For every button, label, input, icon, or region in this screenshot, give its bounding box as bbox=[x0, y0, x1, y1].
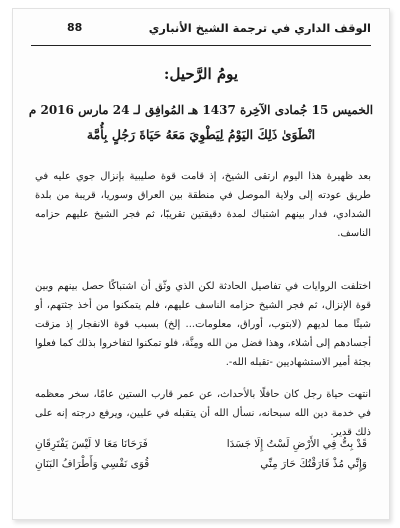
poem-verses bbox=[35, 435, 367, 473]
date-line: الخميس 15 جُمادى الآخِرة 1437 هـ المُوافِق لـ 24 مارس 2016 م bbox=[28, 103, 374, 117]
verse-1-first-hemistich: قَدْ بِتُّ فِي الأَرْضِ لَسْتُ إِلَا جَسَدَا bbox=[226, 438, 367, 450]
page-number: 88 bbox=[67, 21, 83, 34]
quote-line: انْطَوَىٰ ذَلِكَ اليَوْمُ لِيَطْوِيَ مَعَهُ حَيَاةَ رَجُلٍ بِأُمَّة bbox=[86, 127, 316, 142]
book-page bbox=[12, 8, 390, 520]
verse-2-second-hemistich: قُوَى نَفْسِي وَأَطْرَافُ البَنَانِ bbox=[35, 458, 150, 470]
running-title: الوقف الداري في ترجمة الشيخ الأنباري bbox=[148, 21, 371, 35]
paragraph-3: انتهت حياة رجل كان حافلًا بالأحداث، عن عمر قارب الستين عامًا، سخر معظمه في خدمة دين الله سبحانه، نسأل الله أن يتقبله في عليين، ويرفع درجته إنه على ذلك قدير. bbox=[35, 389, 371, 438]
verse-2-first-hemistich: وَإِنِّي مُذْ فَارَقْتُكَ حَارَ مِنِّي bbox=[260, 458, 367, 470]
paragraph-1: بعد ظهيرة هذا اليوم ارتقى الشيخ، إذ قامت قوة صليبية بإنزال جوي عليه في طريق عودته إلى ولاية الموصل في منطقة بين العراق وسوريا، قريبة من بلدة الشدادي، فدار بينهم اشتباك لمدة دقيقتين تقريبًا، ثم فجر الشيخ عليهم حزامه الناسف. bbox=[35, 171, 371, 239]
paragraph-2: اختلفت الروايات في تفاصيل الحادثة لكن الذي وثّق أن اشتباكًا حصل بينهم وبين قوة الإنزال، ثم فجر الشيخ حزامه الناسف عليهم، فلم يتمكنوا من أخذ جثتهم، أو شيئًا مما لديهم (لابتوب، أوراق، معلومات... إلخ) بسبب قوة الانفجار إذ مزقت أجسادهم إلى أشلاء، وهذا فضل من الله ومِنَّة، فلو تمكنوا لتفاخروا بذلك كما فعلوا بجثة أمير الاستشهاديين -تقبله الله-. bbox=[35, 281, 371, 368]
page-header bbox=[31, 15, 371, 46]
section-heading: يومُ الرَّحيل: bbox=[163, 65, 239, 83]
verse-1-second-hemistich: فَرَحَانَا مَعَا لا لَيْسَ يَفْتَرِقَانِ bbox=[35, 438, 148, 450]
